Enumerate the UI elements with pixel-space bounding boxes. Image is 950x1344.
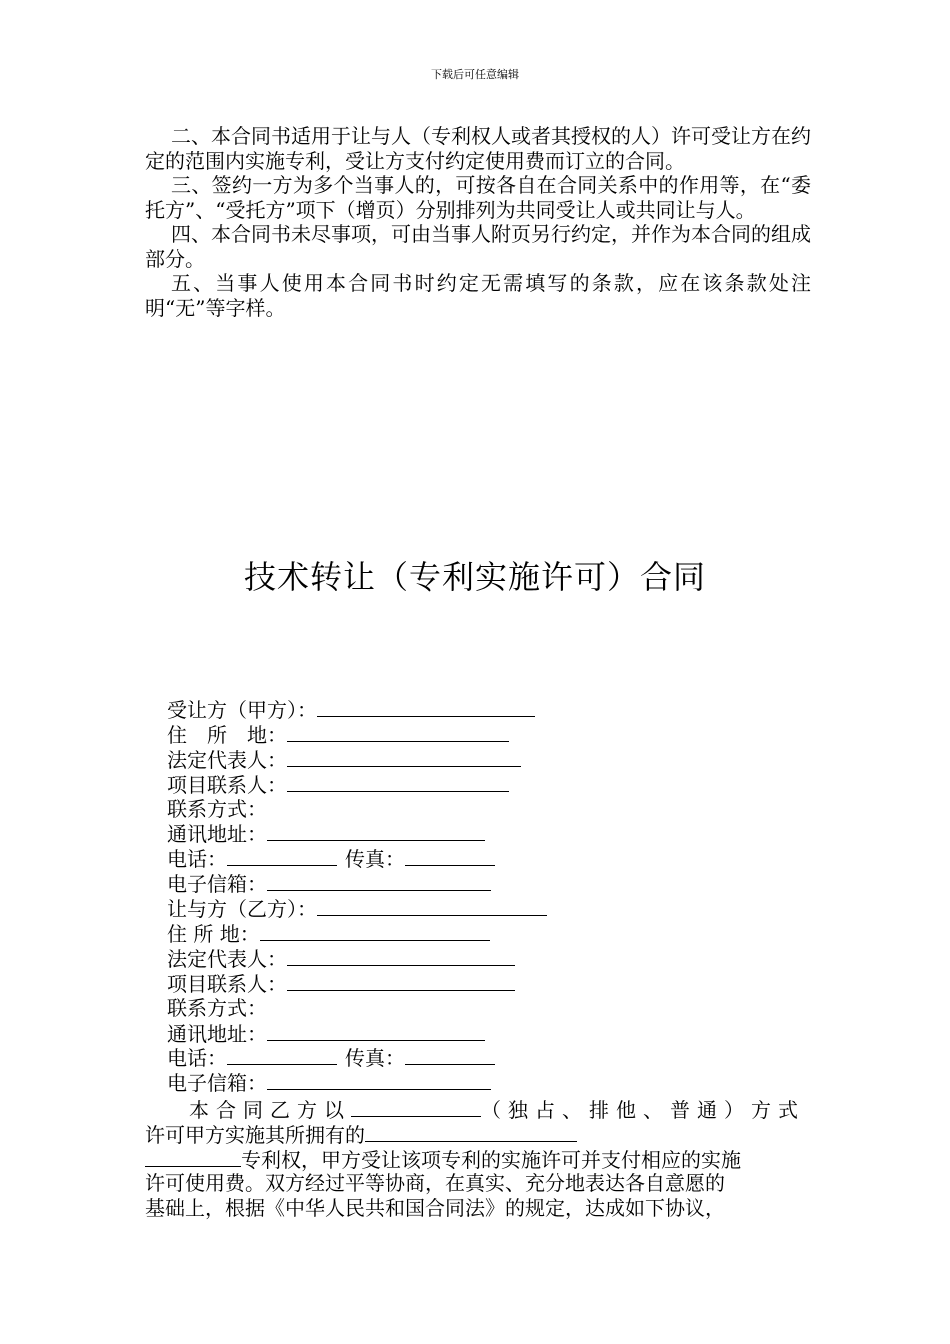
party-a-email-row bbox=[167, 871, 547, 896]
field-label: 传真： bbox=[345, 847, 405, 872]
preamble-text: 专利权，甲方受让该项专利的实施许可并支付相应的实施 bbox=[241, 1147, 741, 1172]
field-label: 法定代表人： bbox=[167, 747, 287, 772]
party-a-contact-person-blank[interactable] bbox=[287, 772, 509, 792]
preamble-text: （独占、排他、普通）方式 bbox=[481, 1098, 805, 1122]
party-b-address-row bbox=[167, 921, 547, 946]
party-b-address-blank[interactable] bbox=[260, 921, 490, 941]
page-header: 下载后可任意编辑 bbox=[431, 68, 519, 81]
party-a-contact-person-row bbox=[167, 772, 547, 797]
patent-name-blank[interactable] bbox=[365, 1122, 577, 1142]
party-b-email-row bbox=[167, 1070, 547, 1095]
party-a-mail-address-blank[interactable] bbox=[267, 821, 485, 841]
party-a-address-blank[interactable] bbox=[287, 722, 509, 742]
party-b-mail-address-blank[interactable] bbox=[267, 1021, 485, 1041]
preamble-line: 许可使用费。双方经过平等协商，在真实、充分地表达各自意愿的 bbox=[145, 1171, 725, 1196]
party-b-mail-address-row bbox=[167, 1021, 547, 1046]
party-b-contact-person-row bbox=[167, 971, 547, 996]
patent-number-blank[interactable] bbox=[145, 1147, 241, 1167]
field-label: 受让方（甲方）： bbox=[167, 698, 317, 722]
notes-section bbox=[145, 124, 811, 320]
field-label: 电话： bbox=[167, 847, 227, 872]
field-label: 电子信箱： bbox=[167, 1071, 267, 1096]
party-b-name-blank[interactable] bbox=[317, 896, 547, 916]
field-label: 住 所 地： bbox=[167, 722, 287, 747]
party-a-phone-blank[interactable] bbox=[227, 846, 337, 866]
party-info-form bbox=[167, 697, 547, 1095]
party-a-legal-rep-row bbox=[167, 747, 547, 772]
field-label: 电子信箱： bbox=[167, 872, 267, 897]
field-label: 让与方（乙方）： bbox=[167, 897, 317, 922]
party-b-phone-fax-row bbox=[167, 1045, 547, 1070]
preamble-text: 许可甲方实施其所拥有的 bbox=[145, 1122, 365, 1147]
party-b-phone-blank[interactable] bbox=[227, 1045, 337, 1065]
party-a-name-blank[interactable] bbox=[317, 697, 535, 717]
field-label: 住 所 地： bbox=[167, 922, 260, 947]
party-a-email-blank[interactable] bbox=[267, 871, 491, 891]
party-a-mail-address-row bbox=[167, 821, 547, 846]
preamble-line bbox=[145, 1097, 805, 1122]
field-label: 电话： bbox=[167, 1046, 227, 1071]
preamble-line bbox=[145, 1122, 805, 1147]
contract-preamble bbox=[145, 1097, 805, 1221]
field-label: 传真： bbox=[345, 1046, 405, 1071]
field-label: 通讯地址： bbox=[167, 1021, 267, 1046]
party-a-heading-row bbox=[167, 697, 547, 722]
field-label: 法定代表人： bbox=[167, 946, 287, 971]
note-item: 二、本合同书适用于让与人（专利权人或者其授权的人）许可受让方在约定的范围内实施专利，受让方支付约定使用费而订立的合同。 bbox=[145, 124, 811, 173]
field-label: 项目联系人： bbox=[167, 971, 287, 996]
party-b-contact-method-row bbox=[167, 996, 547, 1021]
party-a-legal-rep-blank[interactable] bbox=[287, 747, 521, 767]
note-item: 四、本合同书未尽事项，可由当事人附页另行约定，并作为本合同的组成部分。 bbox=[145, 222, 811, 271]
party-a-address-row bbox=[167, 722, 547, 747]
preamble-text: 本合同乙方以 bbox=[189, 1098, 351, 1122]
field-label: 联系方式： bbox=[167, 796, 267, 821]
note-item: 五、当事人使用本合同书时约定无需填写的条款，应在该条款处注明“无”等字样。 bbox=[145, 271, 811, 320]
party-a-phone-fax-row bbox=[167, 846, 547, 871]
party-b-legal-rep-row bbox=[167, 946, 547, 971]
field-label: 通讯地址： bbox=[167, 822, 267, 847]
party-a-contact-method-row bbox=[167, 797, 547, 822]
party-b-legal-rep-blank[interactable] bbox=[287, 946, 515, 966]
note-item: 三、签约一方为多个当事人的，可按各自在合同关系中的作用等，在“委托方”、“受托方”项下（增页）分别排列为共同受让人或共同让与人。 bbox=[145, 173, 811, 222]
preamble-line: 基础上，根据《中华人民共和国合同法》的规定，达成如下协议， bbox=[145, 1196, 725, 1221]
field-label: 项目联系人： bbox=[167, 772, 287, 797]
preamble-line bbox=[145, 1147, 805, 1172]
party-b-heading-row bbox=[167, 896, 547, 921]
contract-title: 技术转让（专利实施许可）合同 bbox=[243, 558, 706, 596]
party-b-fax-blank[interactable] bbox=[405, 1045, 495, 1065]
party-a-fax-blank[interactable] bbox=[405, 846, 495, 866]
field-label: 联系方式： bbox=[167, 995, 267, 1020]
party-b-contact-person-blank[interactable] bbox=[287, 971, 515, 991]
license-type-blank[interactable] bbox=[351, 1097, 481, 1117]
party-b-email-blank[interactable] bbox=[267, 1070, 491, 1090]
